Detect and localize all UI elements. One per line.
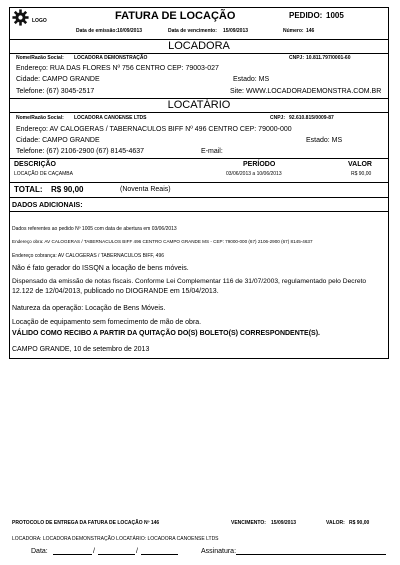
locadora-phone: Telefone: (67) 3045-2517 [16,88,95,95]
divider [9,182,389,183]
additional-exemption-line1: Dispensado da emissão de notas fiscais. Conforme Lei Complementar 116 de 31/07/2003, regulamentado pelo Decreto [12,278,367,285]
protocol-value: R$ 90,00 [349,520,370,526]
order-number: 1005 [326,11,344,20]
divider [9,112,389,113]
protocol-date-label: Data: [31,548,48,555]
locadora-site: Site: WWW.LOCADORADEMONSTRA.COM.BR [230,88,382,95]
due-date: 15/09/2013 [223,28,249,34]
total-label: TOTAL: [14,185,43,194]
order-label: PEDIDO: [289,11,323,20]
protocol-title: PROTOCOLO DE ENTREGA DA FATURA DE LOCAÇÃO Nº 146 [12,520,160,526]
locatario-phone: Telefone: (67) 2106-2900 (67) 8145-4637 [16,148,145,155]
locatario-name: LOCADORA CANOENSE LTDS [74,115,147,121]
item-description: LOCAÇÃO DE CAÇAMBA [14,171,73,177]
additional-work-address: Endereço obra: AV CALOGERAS / TABERNACULOS BIFF 496 CENTRO CAMPO GRANDE MS - CEP: 79000-000 (67) 2106-2900 (67) 8145-4637 [12,239,313,244]
additional-receipt-notice: VÁLIDO COMO RECIBO A PARTIR DA QUITAÇÃO DO(S) BOLETO(S) CORRESPONDENTE(S). [12,330,320,337]
date-day-line[interactable] [53,553,92,555]
items-header-value: VALOR [348,161,372,168]
total-in-words: (Noventa Reais) [120,186,171,193]
locatario-city: Cidade: CAMPO GRANDE [16,137,100,144]
additional-issqn: Não é fato gerador do ISSQN a locação de bens móveis. [12,265,189,272]
issue-date-label: Data de emissão: [76,28,118,34]
locadora-name-label: Nome/Razão Social: [16,55,64,61]
items-header-description: DESCRIÇÃO [14,161,57,168]
date-year-line[interactable] [141,553,178,555]
additional-equipment: Locação de equipamento sem fornecimento de mão de obra. [12,319,202,326]
divider [9,197,389,198]
additional-nature: Natureza da operação: Locação de Bens Móveis. [12,305,166,312]
locadora-cnpj-label: CNPJ: [289,55,305,61]
item-value: R$ 90,00 [351,171,372,177]
additional-billing-address: Endereço cobrança: AV CALOGERAS / TABERNACULOS BIFF, 496 [12,253,165,259]
locatario-cnpj-label: CNPJ: [270,115,286,121]
locadora-section-title: LOCADORA [168,40,230,52]
divider [9,158,389,159]
invoice-title: FATURA DE LOCAÇÃO [115,10,236,22]
logo-gear-icon [12,9,29,26]
additional-reference: Dados referentes ao pedido Nº 1005 com data de abertura em 03/06/2013 [12,226,177,232]
locadora-city: Cidade: CAMPO GRANDE [16,76,100,83]
locatario-address: Endereço: AV CALOGERAS / TABERNACULOS BIFF Nº 496 CENTRO CEP: 79000-000 [16,126,292,133]
locatario-section-title: LOCATÁRIO [167,99,231,111]
date-separator: / [136,548,138,555]
divider [9,211,389,212]
number-label: Número: [283,28,304,34]
additional-title: DADOS ADICIONAIS: [12,202,83,209]
locatario-state: Estado: MS [306,137,343,144]
table-row [9,168,389,182]
locadora-address: Endereço: RUA DAS FLORES Nº 756 CENTRO CEP: 79003-027 [16,65,219,72]
protocol-parties: LOCADORA: LOCADORA DEMONSTRAÇÃO LOCATÁRIO: LOCADORA CANOENSE LTDS [12,536,219,542]
items-header-period: PERÍODO [243,161,276,168]
date-month-line[interactable] [98,553,135,555]
locatario-name-label: Nome/Razão Social: [16,115,64,121]
date-separator: / [93,548,95,555]
locadora-state: Estado: MS [233,76,270,83]
additional-place-date: CAMPO GRANDE, 10 de setembro de 2013 [12,346,150,353]
locatario-cnpj: 92.610.815/0009-87 [289,115,334,121]
protocol-value-label: VALOR: [326,520,345,526]
protocol-due-date: 15/09/2013 [271,520,297,526]
logo-text: LOGO [32,18,47,24]
divider [9,53,389,54]
locadora-cnpj: 10.811.797/0001-60 [306,55,351,61]
item-period: 03/06/2013 a 10/06/2013 [226,171,282,177]
signature-line[interactable] [236,553,386,555]
number-value: 146 [306,28,315,34]
protocol-due-label: VENCIMENTO: [231,520,266,526]
total-value: R$ 90,00 [51,185,84,194]
issue-date: 10/09/2013 [117,28,143,34]
due-date-label: Data de vencimento: [168,28,217,34]
locadora-name: LOCADORA DEMONSTRAÇÃO [74,55,148,61]
locatario-email-label: E-mail: [201,148,223,155]
protocol-signature-label: Assinatura: [201,548,237,555]
additional-exemption-line2: 12.122 de 12/04/2013, publicado no DIOGRANDE em 15/04/2013. [12,288,219,295]
